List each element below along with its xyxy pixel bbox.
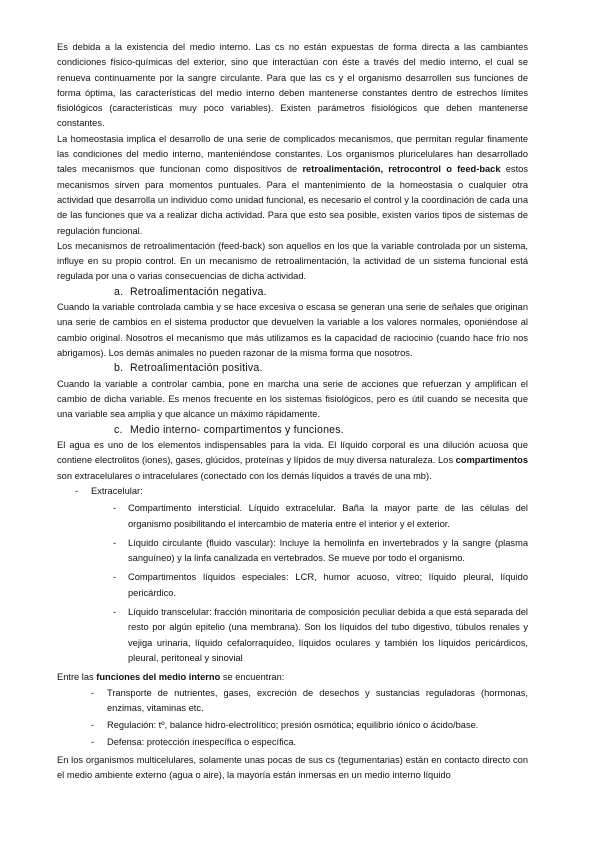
list-item-text: Regulación: tº, balance hidro-electrolítico; presión osmótica; equilibrio iónico o ácido/base. — [107, 720, 479, 731]
paragraph-homeostasia — [57, 132, 528, 239]
functions-list — [57, 686, 528, 751]
document-page — [57, 40, 528, 783]
list-item — [57, 605, 528, 666]
paragraph-text: La homeostasia implica el desarrollo de una serie de complicados mecanismos, que permitan regular finamente las condiciones del medio interno, manteniéndose constantes. Los organismos pluricelulares han desarrollado tales mecanismos que funcionan como dispositivos de — [57, 133, 528, 175]
heading-marker: a. — [114, 285, 124, 298]
heading-retro-positiva — [114, 361, 528, 376]
dash-bullet: - — [91, 737, 95, 748]
list-item — [57, 735, 528, 750]
bold-term-retroalimentacion: retroalimentación, retrocontrol o feed-back — [302, 164, 501, 175]
paragraph-text: estos mecanismos sirven para momentos puntuales. Para el mantenimiento de la homeostasia o cualquier otra actividad que desarrolla un individuo como unidad funcional, es necesario el control y la coordinación de cada una de las funciones que va a realizar dicha actividad. Para que esto sea posible, existen varios tipos de sistemas de regulación funcional. — [57, 164, 528, 236]
list-item-extracelular — [57, 484, 528, 499]
list-item — [57, 536, 528, 567]
list-item — [57, 686, 528, 717]
dash-bullet: - — [113, 572, 117, 583]
list-item — [57, 570, 528, 601]
compartments-list — [57, 484, 528, 499]
dash-bullet: - — [113, 537, 117, 548]
heading-text: Retroalimentación negativa. — [130, 285, 267, 298]
dash-bullet: - — [75, 485, 79, 496]
list-item-label: Extracelular: — [91, 485, 143, 496]
heading-text: Medio interno- compartimentos y funciones. — [130, 423, 344, 436]
list-item-text: Defensa: protección inespecífica o específica. — [107, 737, 297, 748]
dash-bullet: - — [113, 503, 117, 514]
heading-marker: c. — [114, 423, 123, 436]
paragraph-text: son extracelulares o intracelulares (conectado con los demás líquidos a través de una mb). — [57, 470, 432, 481]
list-item-text: Líquido circulante (fluido vascular): Incluye la hemolinfa en invertebrados y la sangre (plasma sanguíneo) y la linfa canalizada en vertebrados. Se mueve por todo el organismo. — [128, 537, 528, 564]
paragraph-text: El agua es uno de los elementos indispensables para la vida. El líquido corporal es una dilución acuosa que contiene electrolitos (iones), gases, glúcidos, proteínas y lípidos de muy diversa naturaleza. Los — [57, 440, 528, 466]
paragraph-agua — [57, 438, 528, 484]
extracellular-sublist — [57, 501, 528, 666]
paragraph-retro-negativa: Cuando la variable controlada cambia y se hace excesiva o escasa se generan una serie de señales que originan una serie de cambios en el sistema productor que devuelven la variable a los valores normales, oponiéndose al cambio original. Nosotros el mecanismo que más utilizamos es la capacidad de raciocinio (cuando hace frío nos abrigamos). Los demás animales no pueden razonar de la misma forma que nosotros. — [57, 302, 528, 359]
list-item-text: Compartimentos líquidos especiales: LCR, humor acuoso, vítreo; líquido pleural, líquido pericárdico. — [128, 572, 528, 598]
list-item-text: Líquido transcelular: fracción minoritaria de composición peculiar debida a que está separada del resto por algún epitelio (una membrana). Son los líquidos del tubo digestivo, túbulos renales y vejiga urinaria, líquido cefalorraquídeo, líquidos oculares y también los líquidos pericárdicos, pleural, peritoneal y sinovial — [128, 607, 529, 663]
paragraph-text: Entre las — [57, 672, 97, 683]
heading-text: Retroalimentación positiva. — [130, 362, 263, 375]
dash-bullet: - — [91, 720, 95, 731]
bold-term-compartimentos: compartimentos — [455, 455, 528, 466]
list-item — [57, 718, 528, 733]
paragraph-retro-positiva: Cuando la variable a controlar cambia, pone en marcha una serie de acciones que refuerzan y amplifican el cambio de dicha variable. Es menos frecuente en los sistemas fisiológicos, pero es útil cuando se necesita que una variable sea amplia y que alcance un máximo rápidamente. — [57, 378, 528, 420]
dash-bullet: - — [91, 687, 95, 698]
heading-retro-negativa — [114, 285, 528, 300]
paragraph-text: se encuentran: — [220, 672, 285, 683]
list-item — [57, 501, 528, 532]
paragraph-funciones — [57, 670, 528, 685]
bold-term-funciones: funciones del medio interno — [96, 672, 221, 683]
paragraph-intro: Es debida a la existencia del medio interno. Las cs no están expuestas de forma directa a las cambiantes condiciones físico-químicas del exterior, sino que interactúan con éste a través del medio interno, el cual se renueva continuamente por la sangre circulante. Para que las cs y el organismo desarrollen sus funciones de forma óptima, las características del medio interno deben mantenerse constantes dentro de estrechos límites fisiológicos (características muy poco variables). Existen parámetros fisiológicos que deben mantenerse constantes. — [57, 42, 528, 129]
heading-medio-interno — [114, 423, 528, 438]
paragraph-feedback: Los mecanismos de retroalimentación (feed-back) son aquellos en los que la variable controlada por un sistema, influye en su propio control. En un mecanismo de retroalimentación, la actividad de un sistema funcional está regulada por una o varias consecuencias de dicha actividad. — [57, 240, 528, 282]
paragraph-multicelulares: En los organismos multicelulares, solamente unas pocas de sus cs (tegumentarias) están en contacto directo con el medio ambiente externo (agua o aire), la mayoría están inmersas en un medio interno líquido — [57, 754, 528, 780]
list-item-text: Transporte de nutrientes, gases, excreción de desechos y sustancias reguladoras (hormonas, enzimas, vitaminas etc. — [107, 687, 528, 713]
dash-bullet: - — [113, 607, 117, 618]
list-item-text: Compartimento intersticial. Líquido extracelular. Baña la mayor parte de las células del organismo posibilitando el intercambio de materia entre el interior y el exterior. — [128, 503, 528, 529]
heading-marker: b. — [114, 362, 124, 375]
